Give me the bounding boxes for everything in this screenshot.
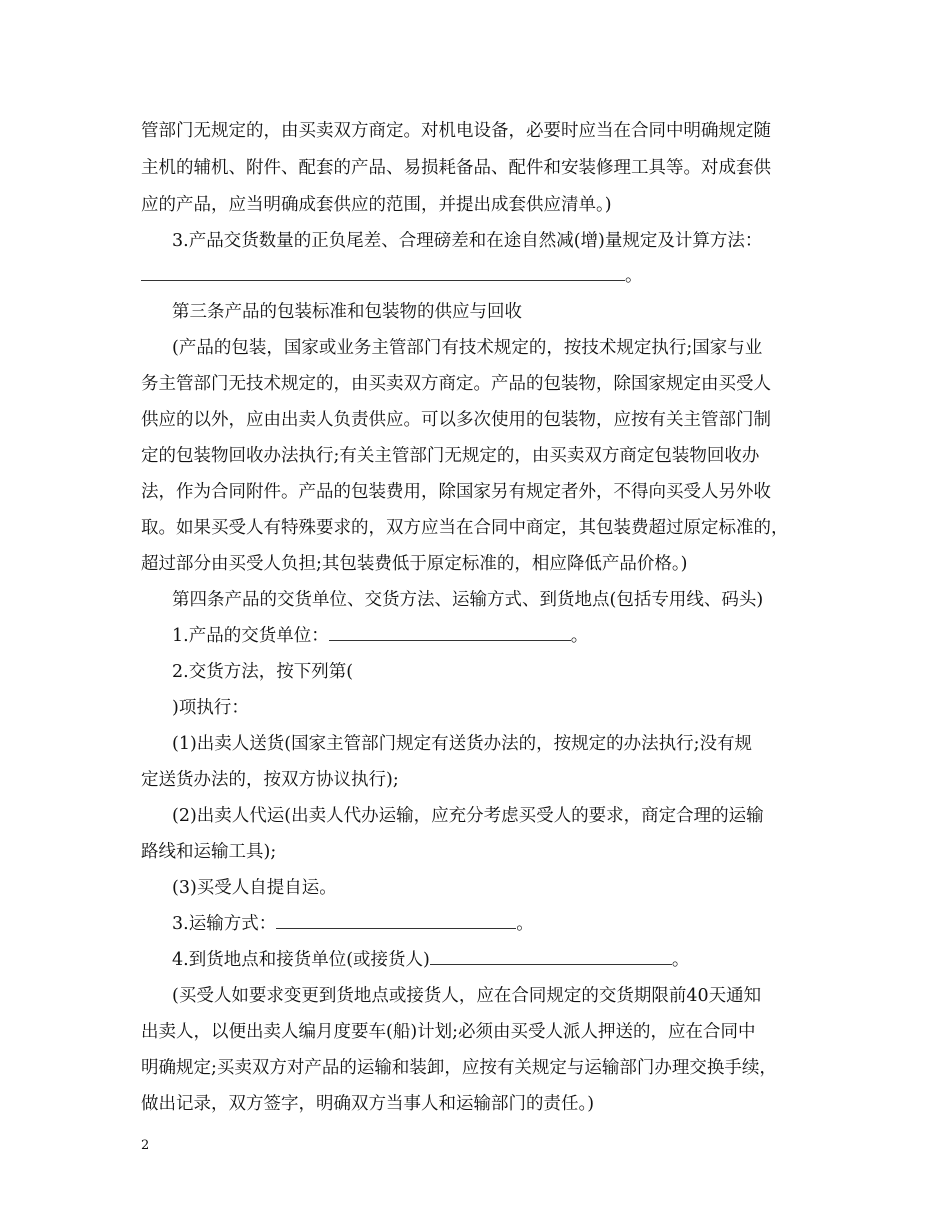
para-line-3: 应的产品，应当明确成套供应的范围，并提出成套供应清单。) [141,195,612,215]
para-line-1: 管部门无规定的，由买卖双方商定。对机电设备，必要时应当在合同中明确规定随 [141,121,771,141]
option-2-line-2: 路线和运输工具); [141,842,277,862]
option-1-line-2: 定送货办法的，按双方协议执行); [141,770,399,790]
clause-label: 3.运输方式： [172,914,277,934]
fill-in-blank [141,265,625,281]
para-line-packaging-2: 务主管部门无技术规定的，由买卖双方商定。产品的包装物，除国家规定由买受人 [141,374,771,394]
para-line-change-4: 做出记录，双方签字，明确双方当事人和运输部门的责任。) [141,1094,595,1114]
option-1-line-1: (1)出卖人送货(国家主管部门规定有送货办法的，按规定的办法执行;没有规 [172,734,753,754]
para-line-packaging-3: 供应的以外，应由出卖人负责供应。可以多次使用的包装物，应按有关主管部门制 [141,410,771,430]
period-text: 。 [671,950,690,970]
article-3-heading: 第三条产品的包装标准和包装物的供应与回收 [172,302,522,322]
page-number: 2 [141,1138,150,1153]
period-text: 。 [570,626,589,646]
para-line-change-2: 出卖人，以便出卖人编月度要车(船)计划;必须由买受人派人押送的，应在合同中 [141,1022,756,1042]
para-line-packaging-1: (产品的包装，国家或业务主管部门有技术规定的，按技术规定执行;国家与业 [172,338,763,358]
option-2-line-1: (2)出卖人代运(出卖人代办运输，应充分考虑买受人的要求，商定合理的运输 [172,806,764,826]
clause-2-delivery-method: 2.交货方法，按下列第( [172,662,354,682]
fill-in-blank [430,949,672,965]
period-text: 。 [625,266,643,286]
clause-1-delivery-unit [172,625,588,647]
blank-line-quantity [141,265,643,287]
para-line-change-3: 明确规定;买卖双方对产品的运输和装卸，应按有关规定与运输部门办理交换手续， [141,1058,777,1078]
article-4-heading: 第四条产品的交货单位、交货方法、运输方式、到货地点(包括专用线、码头) [172,590,764,610]
para-line-2: 主机的辅机、附件、配套的产品、易损耗备品、配件和安装修理工具等。对成套供 [141,158,771,178]
fill-in-blank [329,625,571,641]
clause-label: 4.到货地点和接货单位(或接货人) [172,950,430,970]
para-line-change-1: (买受人如要求变更到货地点或接货人，应在合同规定的交货期限前40天通知 [172,986,762,1006]
clause-3-quantity: 3.产品交货数量的正负尾差、合理磅差和在途自然减(增)量规定及计算方法： [172,231,763,251]
clause-3-transport [172,913,534,935]
para-line-packaging-7: 超过部分由买受人负担;其包装费低于原定标准的，相应降低产品价格。) [141,554,688,574]
para-line-packaging-4: 定的包装物回收办法执行;有关主管部门无规定的，由买卖双方商定包装物回收办 [141,446,760,466]
clause-2-item-exec: )项执行： [172,698,249,718]
clause-4-destination [172,949,689,971]
para-line-packaging-6: 取。如果买受人有特殊要求的，双方应当在合同中商定，其包装费超过原定标准的， [141,518,789,538]
option-3: (3)买受人自提自运。 [172,878,337,898]
para-line-packaging-5: 法，作为合同附件。产品的包装费用，除国家另有规定者外，不得向买受人另外收 [141,482,771,502]
clause-label: 1.产品的交货单位： [172,626,329,646]
fill-in-blank [276,913,516,929]
period-text: 。 [516,914,534,934]
